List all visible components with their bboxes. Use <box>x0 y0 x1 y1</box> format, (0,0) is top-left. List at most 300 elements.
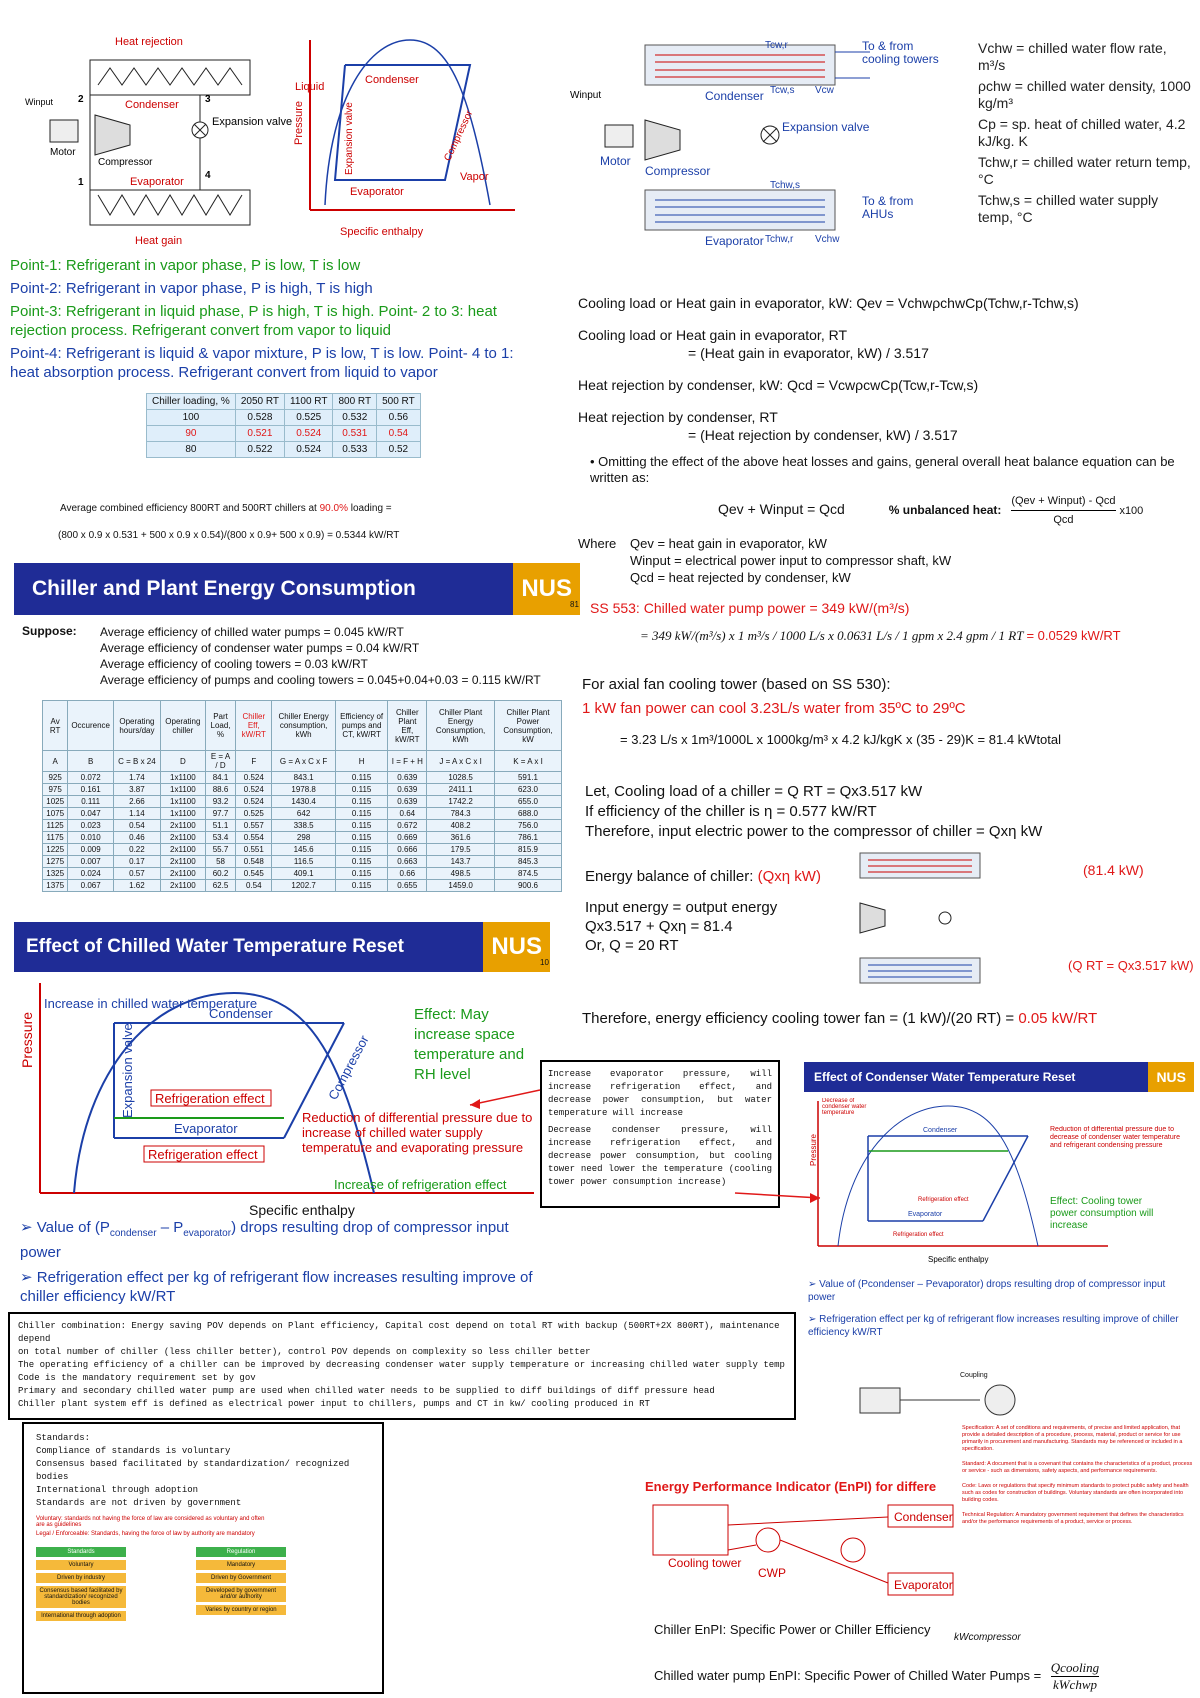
plant-cell: 0.545 <box>236 868 272 880</box>
cooling-load-line: Therefore, input electric power to the compressor of chiller = Qxη kW <box>585 823 1043 840</box>
eq-cooling-load-kw: Cooling load or Heat gain in evaporator, kW: Qev = VchwρchwCp(Tchw,r-Tchw,s) <box>578 295 1079 311</box>
omit-text: • Omitting the effect of the above heat losses and gains, general overall heat balance equation can be written as: <box>590 454 1175 485</box>
point-4-text: Point-4: Refrigerant is liquid & vapor mixture, P is low, T is low. Point- 4 to 1: heat absorption process. Refrigerant convert from liquid to vapor <box>10 345 514 381</box>
plant-cell: 784.3 <box>427 808 495 820</box>
page-number: 10 <box>540 958 549 967</box>
increase-chw-label: Increase in chilled water temperature <box>44 996 258 1011</box>
plant-cell: 815.9 <box>495 844 562 856</box>
plant-cell: 0.115 <box>335 784 388 796</box>
plant-header: Chiller Plant Eff, kW/RT <box>388 701 427 751</box>
cond-bullet-2: ➢ Refrigeration effect per kg of refrigerant flow increases resulting improve of chiller efficiency kW/RT <box>808 1314 1179 1338</box>
plant-cell: 1028.5 <box>427 772 495 784</box>
ph-expansion-label: Expansion valve <box>344 102 355 175</box>
where-block: Where Qev = heat gain in evaporator, kW Winput = electrical power input to compressor shaft, kW Qcd = heat rejected by condenser, kW <box>578 536 952 585</box>
plant-formula: J = A x C x I <box>427 751 495 772</box>
plant-cell: 0.115 <box>335 844 388 856</box>
ss553-title: SS 553: Chilled water pump power = 349 kW/(m³/s) <box>590 600 910 616</box>
plant-cell: 0.525 <box>236 808 272 820</box>
plant-cell: 0.115 <box>335 868 388 880</box>
plant-formula: H <box>335 751 388 772</box>
eb-qrt-label: (Q RT = Qx3.517 kW) <box>1068 958 1194 973</box>
comb-line: Code is the mandatory requirement set by gov <box>18 1373 256 1383</box>
comb-line: on total number of chiller (less chiller better), control POV depends on complexity so less chiller better <box>18 1347 591 1357</box>
condenser-label: Condenser <box>894 1510 953 1524</box>
plant-formula: E = A / D <box>205 751 235 772</box>
plant-cell: 1225 <box>43 844 68 856</box>
standards-col-item: Voluntary <box>36 1560 126 1570</box>
plant-cell: 0.115 <box>335 856 388 868</box>
plant-header: Chiller Energy consumption, kWh <box>272 701 335 751</box>
eq-heat-rejection-rt: Heat rejection by condenser, RT <box>578 409 778 425</box>
effect-label: Effect: Cooling tower power consumption will increase <box>1050 1196 1154 1231</box>
regulation-col-item: Driven by Government <box>196 1573 286 1583</box>
plant-header: Operating chiller <box>160 701 205 751</box>
plant-cell: 0.524 <box>236 796 272 808</box>
plant-cell: 55.7 <box>205 844 235 856</box>
def-code: Code: Laws or regulations that specify minimum standards to protect public safety and health such as codes for construction of buildings. Voluntary standards are often incorporated into building codes. <box>962 1483 1189 1503</box>
plant-cell: 1075 <box>43 808 68 820</box>
plant-formula: A <box>43 751 68 772</box>
plant-cell: 88.6 <box>205 784 235 796</box>
plant-cell: 1275 <box>43 856 68 868</box>
plant-cell: 0.010 <box>68 832 114 844</box>
evaporator-label: Evaporator <box>908 1211 943 1218</box>
condenser-label: Condenser <box>705 89 764 103</box>
plant-formula: B <box>68 751 114 772</box>
point-1-text: Point-1: Refrigerant in vapor phase, P is low, T is low <box>10 257 361 274</box>
eff-cell: 0.524 <box>285 442 333 458</box>
note-line-2: Decrease condenser pressure, will increase refrigeration effect, and decrease power consumption, but cooling tower need lower the temperature (cooling tower power consumption increase) <box>548 1125 772 1187</box>
plant-cell: 53.4 <box>205 832 235 844</box>
suppose-line: Average efficiency of cooling towers = 0.03 kW/RT <box>100 657 368 671</box>
ie-line: Qx3.517 + Qxη = 81.4 <box>585 918 733 935</box>
plant-cell: 2x1100 <box>160 856 205 868</box>
std-line: International through adoption <box>36 1485 199 1495</box>
plant-formula: D <box>160 751 205 772</box>
therefore-line: Therefore, energy efficiency cooling tower fan = (1 kW)/(20 RT) = 0.05 kW/RT <box>582 1010 1098 1027</box>
ph-pressure-label: Pressure <box>293 100 305 145</box>
pressure-label: Pressure <box>809 1133 818 1166</box>
plant-cell: 0.009 <box>68 844 114 856</box>
nus-logo: NUS <box>483 922 550 972</box>
plant-cell: 0.067 <box>68 880 114 892</box>
bullet-2: ➢ Refrigeration effect per kg of refrigerant flow increases resulting improve of chiller efficiency kW/RT <box>20 1269 533 1305</box>
plant-cell: 60.2 <box>205 868 235 880</box>
plant-cell: 1025 <box>43 796 68 808</box>
plant-cell: 0.024 <box>68 868 114 880</box>
plant-cell: 2411.1 <box>427 784 495 796</box>
plant-cell: 874.5 <box>495 868 562 880</box>
def-line: Tchw,s = chilled water supply temp, °C <box>978 192 1159 225</box>
eq-cooling-load-rt: Cooling load or Heat gain in evaporator, RT <box>578 327 848 343</box>
plant-cell: 116.5 <box>272 856 335 868</box>
plant-cell: 0.57 <box>114 868 161 880</box>
plant-cell: 1459.0 <box>427 880 495 892</box>
cooling-tower-label: Cooling tower <box>668 1556 742 1570</box>
plant-cell: 179.5 <box>427 844 495 856</box>
plant-cell: 143.7 <box>427 856 495 868</box>
plant-cell: 145.6 <box>272 844 335 856</box>
plant-formula: K = A x I <box>495 751 562 772</box>
plant-cell: 2x1100 <box>160 880 205 892</box>
plant-cell: 1325 <box>43 868 68 880</box>
plant-formula: G = A x C x F <box>272 751 335 772</box>
plant-cell: 0.666 <box>388 844 427 856</box>
t-chwr-label: Tchw,r <box>765 234 794 245</box>
regulation-col-item: Mandatory <box>196 1560 286 1570</box>
standards-col-item: International through adoption <box>36 1611 126 1621</box>
legal-note: Legal / Enforceable: Standards, having the force of law by authority are mandatory <box>36 1531 255 1537</box>
arrow-to-chw-diagram <box>470 1090 540 1105</box>
ph-enthalpy-label: Specific enthalpy <box>340 226 424 238</box>
plant-cell: 0.115 <box>335 832 388 844</box>
compressor-label: Compressor <box>645 164 711 178</box>
plant-cell: 623.0 <box>495 784 562 796</box>
balance-eq: Qev + Winput = Qcd % unbalanced heat: (Qev + Winput) - Qcd Qcd x100 <box>578 492 1178 529</box>
to-from-ct-label: To & from cooling towers <box>862 40 939 66</box>
plant-cell: 0.54 <box>236 880 272 892</box>
increase-refrig-label: Increase of refrigeration effect <box>334 1177 507 1192</box>
refrig-effect-label-2: Refrigeration effect <box>148 1147 258 1162</box>
def-line: Vchw = chilled water flow rate, m³/s <box>978 40 1167 73</box>
plant-cell: 0.46 <box>114 832 161 844</box>
std-line: Standards: <box>36 1433 91 1443</box>
plant-cell: 0.655 <box>388 880 427 892</box>
eff-cell: 0.532 <box>333 410 377 426</box>
coupling-label: Coupling <box>960 1372 988 1379</box>
plant-cell: 1x1100 <box>160 808 205 820</box>
plant-cell: 0.639 <box>388 796 427 808</box>
plant-cell: 688.0 <box>495 808 562 820</box>
plant-cell: 93.2 <box>205 796 235 808</box>
axial-text: For axial fan cooling tower (based on SS 530): <box>582 676 891 693</box>
plant-cell: 1375 <box>43 880 68 892</box>
def-line: ρchw = chilled water density, 1000 kg/m³ <box>978 78 1191 111</box>
effect-text: Effect: May increase space temperature and RH level <box>414 1006 525 1083</box>
voluntary-note: Voluntary: standards not having the force of law are considered as voluntary and often are as guidelines <box>36 1516 265 1528</box>
plant-formula: C = B x 24 <box>114 751 161 772</box>
t-cws-label: Tcw,s <box>770 85 795 96</box>
regulation-col-item: Varies by country or region <box>196 1605 286 1615</box>
def-specification: Specification: A set of conditions and requirements, of precise and limited application, that provide a detailed description of a procedure, process, material, product or service for use primarily in procurement and manufacturing. Standards may be referenced or included in a specification. <box>962 1425 1183 1452</box>
suppose-line: Average efficiency of chilled water pumps = 0.045 kW/RT <box>100 625 404 639</box>
fan-calc: = 3.23 L/s x 1m³/1000L x 1000kg/m³ x 4.2 kJ/kgK x (35 - 29)K = 81.4 kWtotal <box>620 732 1062 747</box>
reduction-label: Reduction of differential pressure due to increase of chilled water supply temperature and evaporating pressure <box>302 1110 533 1155</box>
decrease-label: Decrease of condenser water temperature <box>822 1098 867 1116</box>
compressor-label: Compressor <box>98 157 153 168</box>
eff-cell: 0.521 <box>235 426 284 442</box>
plant-cell: 845.3 <box>495 856 562 868</box>
comb-line: The operating efficiency of a chiller can be improved by decreasing condenser water supply temperature or increasing chilled water supply temp <box>18 1360 785 1370</box>
eff-cell: 0.56 <box>377 410 421 426</box>
plant-cell: 3.87 <box>114 784 161 796</box>
arrow-to-cond-diagram <box>735 1193 820 1198</box>
def-technical-regulation: Technical Regulation: A mandatory government requirement that defines the characteristics and/or the performance requirements of a product, service or process. <box>962 1512 1184 1525</box>
comb-line: Chiller plant system eff is defined as electrical power input to chillers, pumps and CT in kw/ cooling produced in RT <box>18 1399 650 1409</box>
expansion-label: Expansion valve <box>120 1023 135 1118</box>
plant-cell: 0.557 <box>236 820 272 832</box>
plant-cell: 2x1100 <box>160 844 205 856</box>
plant-header: Occurence <box>68 701 114 751</box>
plant-cell: 0.22 <box>114 844 161 856</box>
std-line: Standards are not driven by government <box>36 1498 242 1508</box>
plant-cell: 0.17 <box>114 856 161 868</box>
plant-cell: 0.524 <box>236 784 272 796</box>
evaporator-label: Evaporator <box>130 176 184 188</box>
plant-cell: 786.1 <box>495 832 562 844</box>
plant-cell: 0.639 <box>388 784 427 796</box>
plant-cell: 1125 <box>43 820 68 832</box>
avg-eff-line1: Average combined efficiency 800RT and 500RT chillers at 90.0% loading = <box>60 503 392 514</box>
cwp-label: CWP <box>758 1566 786 1580</box>
plant-header: Operating hours/day <box>114 701 161 751</box>
evaporator-label: Evaporator <box>894 1578 953 1592</box>
plant-cell: 0.672 <box>388 820 427 832</box>
plant-cell: 0.524 <box>236 772 272 784</box>
plant-cell: 0.66 <box>388 868 427 880</box>
to-from-ahu-label: To & from AHUs <box>862 195 914 221</box>
motor-label: Motor <box>600 154 631 168</box>
plant-cell: 0.007 <box>68 856 114 868</box>
plant-cell: 2x1100 <box>160 832 205 844</box>
chiller-enpi: Chiller EnPI: Specific Power or Chiller Efficiency <box>654 1622 931 1637</box>
standards-col-header: Standards <box>36 1547 126 1557</box>
refrig-label-2: Refrigeration effect <box>893 1232 944 1238</box>
banner-title: Effect of Chilled Water Temperature Reset <box>26 936 404 957</box>
plant-cell: 0.669 <box>388 832 427 844</box>
plant-header: Chiller Plant Power Consumption, kW <box>495 701 562 751</box>
plant-cell: 58 <box>205 856 235 868</box>
energy-balance: Energy balance of chiller: (Qxη kW) <box>585 868 821 885</box>
plant-header: Part Load, % <box>205 701 235 751</box>
t-cwr-label: Tcw,r <box>765 40 788 51</box>
plant-cell: 0.551 <box>236 844 272 856</box>
plant-cell: 1x1100 <box>160 784 205 796</box>
eff-header: 2050 RT <box>235 394 284 410</box>
plant-cell: 408.2 <box>427 820 495 832</box>
w-input-label: Winput <box>25 97 54 107</box>
point-2-label: 2 <box>78 94 84 105</box>
reduction-label: Reduction of differential pressure due to decrease of condenser water temperature and refrigerant condensing pressure <box>1050 1126 1180 1149</box>
ss553-calc: = 349 kW/(m³/s) x 1 m³/s / 1000 L/s x 0.0631 L/s / 1 gpm x 2.4 gpm / 1 RT = 0.0529 kW/RT <box>640 628 1121 643</box>
plant-cell: 0.115 <box>335 796 388 808</box>
plant-cell: 0.639 <box>388 772 427 784</box>
plant-cell: 338.5 <box>272 820 335 832</box>
standards-col-item: Driven by industry <box>36 1573 126 1583</box>
eff-cell: 0.522 <box>235 442 284 458</box>
eff-header: 1100 RT <box>285 394 333 410</box>
plant-cell: 0.023 <box>68 820 114 832</box>
plant-cell: 0.161 <box>68 784 114 796</box>
condenser-label: Condenser <box>209 1006 273 1021</box>
plant-cell: 298 <box>272 832 335 844</box>
eb-81-label: (81.4 kW) <box>1083 862 1144 878</box>
kw-compressor: kWcompressor <box>954 1632 1021 1643</box>
plant-cell: 1.14 <box>114 808 161 820</box>
def-standard: Standard: A document that is a covenant that contains the characteristics of a product, process or service - such as dimensions, safety aspects, and performance requirements. <box>962 1461 1193 1474</box>
heat-gain-label: Heat gain <box>135 235 183 247</box>
plant-header: Efficiency of pumps and CT, kW/RT <box>335 701 388 751</box>
point-3-text: Point-3: Refrigerant in liquid phase, P is high, T is high. Point- 2 to 3: heat rejection process. Refrigerant convert from vapor to liquid <box>10 303 497 339</box>
standards-col-item: Consensus based facilitated by standardization/ recognized bodies <box>36 1586 126 1608</box>
point-2-text: Point-2: Refrigerant in vapor phase, P is high, T is high <box>10 280 373 297</box>
expansion-label: Expansion valve <box>782 120 870 134</box>
evaporator-label: Evaporator <box>705 234 764 248</box>
plant-header: Chiller Eff, kW/RT <box>236 701 272 751</box>
plant-cell: 1.62 <box>114 880 161 892</box>
plant-cell: 84.1 <box>205 772 235 784</box>
plant-cell: 0.072 <box>68 772 114 784</box>
eq-heat-rejection-rt-2: = (Heat rejection by condenser, kW) / 3.517 <box>688 427 958 443</box>
ph-vapor-label: Vapor <box>460 171 489 183</box>
eff-cell: 100 <box>147 410 236 426</box>
plant-header: Av RT <box>43 701 68 751</box>
plant-cell: 51.1 <box>205 820 235 832</box>
expansion-valve-label: Expansion valve <box>212 116 293 128</box>
def-line: Tchw,r = chilled water return temp, °C <box>978 154 1191 187</box>
comb-line: Chiller combination: Energy saving POV depends on Plant efficiency, Capital cost depend on total RT with backup (500RT+2X 800RT), maintenance depend <box>18 1321 780 1344</box>
point-1-label: 1 <box>78 177 84 188</box>
plant-cell: 0.64 <box>388 808 427 820</box>
plant-cell: 0.554 <box>236 832 272 844</box>
eff-cell: 80 <box>147 442 236 458</box>
plant-header: Chiller Plant Energy Consumption, kWh <box>427 701 495 751</box>
plant-cell: 0.663 <box>388 856 427 868</box>
v-cw-label: Vcw <box>815 85 834 96</box>
plant-cell: 0.115 <box>335 880 388 892</box>
w-input-label: Winput <box>570 90 602 101</box>
cond-bullet-1: ➢ Value of (Pcondenser – Pevaporator) drops resulting drop of compressor input power <box>808 1279 1166 1303</box>
std-line: Consensus based facilitated by standardization/ recognized bodies <box>36 1459 350 1482</box>
plant-cell: 1202.7 <box>272 880 335 892</box>
eff-header: Chiller loading, % <box>147 394 236 410</box>
ph-liquid-label: Liquid <box>295 81 325 93</box>
heat-rejection-label: Heat rejection <box>115 36 183 48</box>
eff-cell: 0.54 <box>377 426 421 442</box>
plant-cell: 361.6 <box>427 832 495 844</box>
plant-cell: 0.54 <box>114 820 161 832</box>
t-chws-label: Tchw,s <box>770 180 801 191</box>
eff-cell: 0.52 <box>377 442 421 458</box>
plant-cell: 0.111 <box>68 796 114 808</box>
plant-cell: 62.5 <box>205 880 235 892</box>
eff-cell: 0.525 <box>285 410 333 426</box>
plant-cell: 1.74 <box>114 772 161 784</box>
plant-cell: 925 <box>43 772 68 784</box>
std-line: Compliance of standards is voluntary <box>36 1446 231 1456</box>
condenser-label: Condenser <box>923 1127 958 1134</box>
enthalpy-label: Specific enthalpy <box>928 1255 989 1264</box>
ph-condenser-label: Condenser <box>365 74 419 86</box>
ie-line: Input energy = output energy <box>585 899 778 916</box>
ie-line: Or, Q = 20 RT <box>585 937 679 954</box>
pressure-label: Pressure <box>19 1011 35 1068</box>
fan-text: 1 kW fan power can cool 3.23L/s water from 35ºC to 29ºC <box>582 700 966 717</box>
eff-header: 500 RT <box>377 394 421 410</box>
enpi-title: Energy Performance Indicator (EnPI) for differe <box>645 1479 937 1494</box>
v-chw-label: Vchw <box>815 234 840 245</box>
plant-cell: 1430.4 <box>272 796 335 808</box>
compressor-label: Compressor <box>325 1032 372 1103</box>
eff-header: 800 RT <box>333 394 377 410</box>
nus-logo: NUS <box>513 563 580 615</box>
chw-pump-enpi: Chilled water pump EnPI: Specific Power of Chilled Water Pumps = Qcooling kWchwp <box>654 1660 1100 1692</box>
ph-evaporator-label: Evaporator <box>350 186 404 198</box>
evaporator-label: Evaporator <box>174 1121 238 1136</box>
plant-cell: 975 <box>43 784 68 796</box>
condenser-label: Condenser <box>125 99 179 111</box>
regulation-col-header: Regulation <box>196 1547 286 1557</box>
eff-cell: 0.528 <box>235 410 284 426</box>
plant-formula: I = F + H <box>388 751 427 772</box>
plant-cell: 1x1100 <box>160 772 205 784</box>
motor-label: Motor <box>50 147 76 158</box>
plant-cell: 1742.2 <box>427 796 495 808</box>
suppose-line: Average efficiency of pumps and cooling towers = 0.045+0.04+0.03 = 0.115 kW/RT <box>100 673 541 687</box>
plant-cell: 843.1 <box>272 772 335 784</box>
banner-title: Chiller and Plant Energy Consumption <box>32 577 416 600</box>
bullet-1: ➢ Value of $(P_{condenser} - P_{evaporator})$ drops resulting drop of compressor input power <box>20 1219 509 1261</box>
plant-cell: 2x1100 <box>160 868 205 880</box>
plant-cell: 2x1100 <box>160 820 205 832</box>
eq-heat-rejection-kw: Heat rejection by condenser, kW: Qcd = VcwρcwCp(Tcw,r-Tcw,s) <box>578 377 979 393</box>
plant-cell: 655.0 <box>495 796 562 808</box>
avg-eff-line2: (800 x 0.9 x 0.531 + 500 x 0.9 x 0.54)/(800 x 0.9+ 500 x 0.9) = 0.5344 kW/RT <box>58 530 400 541</box>
plant-cell: 900.6 <box>495 880 562 892</box>
eff-cell: 90 <box>147 426 236 442</box>
refrig-effect-label: Refrigeration effect <box>155 1091 265 1106</box>
eff-cell: 0.533 <box>333 442 377 458</box>
plant-cell: 498.5 <box>427 868 495 880</box>
suppose-line: Average efficiency of condenser water pumps = 0.04 kW/RT <box>100 641 420 655</box>
plant-cell: 756.0 <box>495 820 562 832</box>
enpi-schematic <box>648 1495 958 1610</box>
plant-cell: 591.1 <box>495 772 562 784</box>
plant-cell: 0.115 <box>335 808 388 820</box>
eff-cell: 0.524 <box>285 426 333 442</box>
plant-cell: 1x1100 <box>160 796 205 808</box>
cooling-load-line: Let, Cooling load of a chiller = Q RT = Qx3.517 kW <box>585 783 923 800</box>
enthalpy-label: Specific enthalpy <box>249 1202 355 1218</box>
regulation-col-item: Developed by government and/or authority <box>196 1586 286 1602</box>
comb-line: Primary and secondary chilled water pump are used when chilled water needs to be supplied to diff buildings of diff pressure head <box>18 1386 715 1396</box>
cooling-load-line: If efficiency of the chiller is η = 0.577 kW/RT <box>585 803 877 820</box>
ph-compressor-label: Compressor <box>442 108 476 163</box>
nus-logo: NUS <box>1148 1062 1194 1092</box>
plant-cell: 0.115 <box>335 772 388 784</box>
note-line-1: Increase evaporator pressure, will increase refrigeration effect, and decrease power consumption, but water temperature will increase <box>548 1069 772 1118</box>
plant-cell: 2.66 <box>114 796 161 808</box>
plant-cell: 1175 <box>43 832 68 844</box>
suppose-label: Suppose: <box>22 624 77 638</box>
plant-cell: 0.047 <box>68 808 114 820</box>
plant-cell: 1978.8 <box>272 784 335 796</box>
plant-cell: 97.7 <box>205 808 235 820</box>
banner-title: Effect of Condenser Water Temperature Reset <box>814 1070 1076 1084</box>
point-3-label: 3 <box>205 94 211 105</box>
page-number: 81 <box>570 600 579 609</box>
def-line: Cp = sp. heat of chilled water, 4.2 kJ/kg. K <box>978 116 1186 149</box>
plant-cell: 0.115 <box>335 820 388 832</box>
eff-cell: 0.531 <box>333 426 377 442</box>
refrig-label: Refrigeration effect <box>918 1197 969 1203</box>
plant-cell: 409.1 <box>272 868 335 880</box>
point-4-label: 4 <box>205 170 211 181</box>
plant-cell: 642 <box>272 808 335 820</box>
eq-cooling-load-rt-2: = (Heat gain in evaporator, kW) / 3.517 <box>688 345 929 361</box>
plant-formula: F <box>236 751 272 772</box>
plant-cell: 0.548 <box>236 856 272 868</box>
